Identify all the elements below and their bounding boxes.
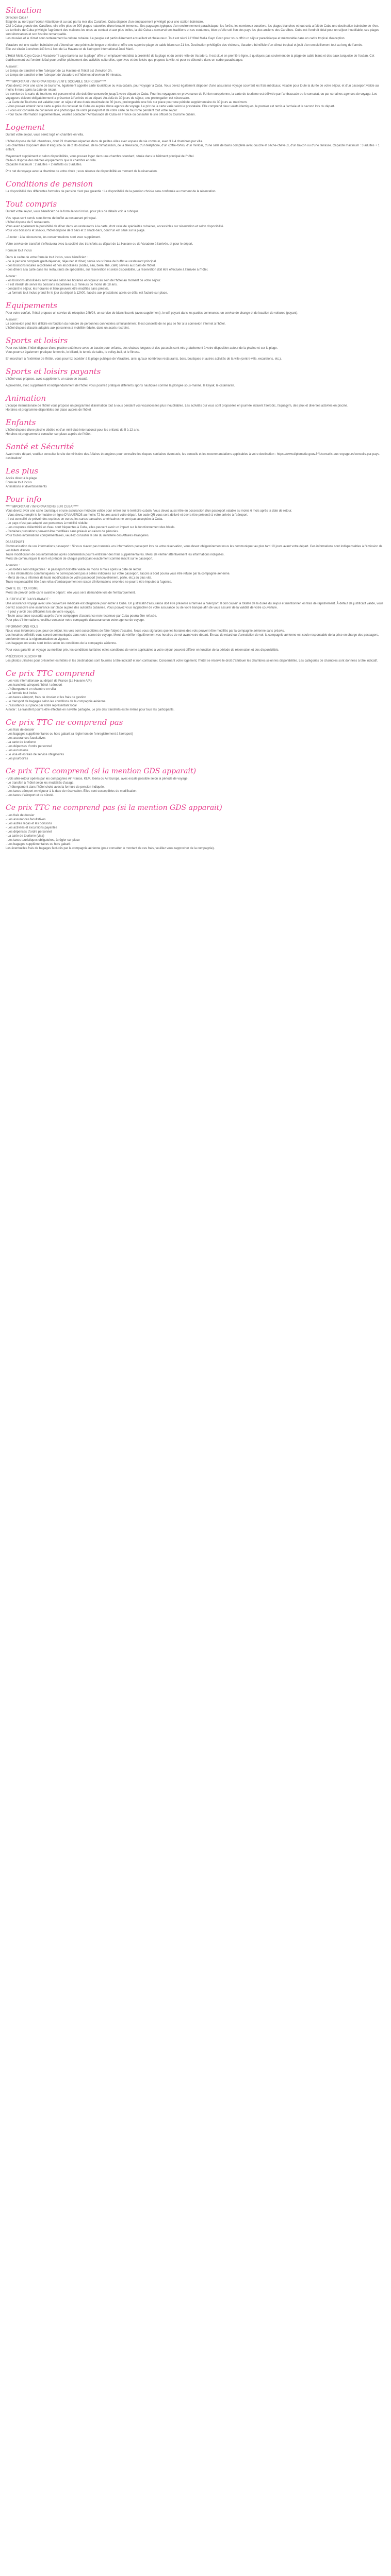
- section-heading: Les plus: [6, 466, 39, 476]
- section-paragraph: - A noter : à la découverte, les consommations sont avec supplément.: [6, 236, 101, 239]
- section-paragraph: JUSTIFICATIF D'ASSURANCE : Une assurance voyage avec une couverture médicale est obligatoire pour entrer à Cuba. Un justificatif d'assurance doit être présenté à l'arrivée à l'aéroport. Il doit couvrir la totalité de la durée du séjour et mentionner les frais de rapatriement. À défaut de justificatif valide, vous devrez souscrire une assurance sur place auprès des autorités cubaines. Vous pouvez vous rapprocher de votre assurance ou de votre banque afin de vous assurer de la validité de votre couverture. - Il peut y avoir des difficultés lors de votre voyage. - Toute assurance souscrite auprès d'une compagnie d'assurance non reconnue par Cuba pourra être refusée. Pour plus d'informations, veuillez contacter votre compagnie d'assurance ou votre agence de voyage.: [6, 598, 383, 622]
- section-paragraph: INFORMATIONS VOLS Nous vous informons que, pour ce séjour, les vols sont susceptibles de faire l'objet d'escales. Nous vous signalons que les horaires des vols peuvent être modifiés par la compagnie aérienne sans préavis. Les horaires définitifs vous seront communiqués dans votre carnet de voyage. Merci de vérifier régulièrement vos horaires de vol avant votre départ. En cas de retard ou d'annulation de vol, la compagnie aérienne est seule responsable de la prise en charge des passagers, conformément à la réglementation en vigueur. Les bagages en soute sont inclus selon les conditions de la compagnie aérienne.: [6, 625, 379, 645]
- section-paragraph: - Vols aller-retour opérés par les compagnies Air France, KLM, Iberia ou Air Europa, avec escale possible selon la période de voyage. - Le transfert à l'hôtel selon les modalités d'usage. - L'hébergement dans l'hôtel choisi avec la formule de pension indiquée. - Les taxes aéroport en vigueur à la date de réservation. Elles sont susceptibles de modification. - Les taxes d'aéroport et de sûreté.: [6, 777, 189, 797]
- section-sante-et-securite: [6, 443, 385, 461]
- section-ce-prix-ttc-ne-comprend-pas-si-la-mention-gds-apparait: [6, 804, 385, 851]
- section-paragraph: *****IMPORTANT / INFORMATIONS SUR CUBA***** Vous devez avoir une carte touristique et une assurance médicale valide pour entrer sur le territoire cubain. Vous devez aussi être en possession d'un passeport valable au moins 6 mois après la date de retour. - Vous devez remplir le formulaire en ligne D'VIAJEROS au moins 72 heures avant votre départ. Un code QR vous sera délivré et devra être présenté à votre arrivée à l'aéroport. - Il est conseillé de prévoir des espèces en euros, les cartes bancaires américaines ne sont pas acceptées à Cuba. - Le pays n'est pas adapté aux personnes à mobilité réduite. - Les coupures d'électricité et d'eau sont fréquentes à Cuba, elles peuvent avoir un impact sur le fonctionnement des hôtels. - Certaines prestations peuvent être modifiées sans préavis en raison de pénuries. Pour toutes informations complémentaires, veuillez consulter le site du ministère des Affaires étrangères.: [6, 505, 292, 537]
- section-paragraph: Pour vous garantir un voyage au meilleur prix, les conditions tarifaires et les conditions de vente applicables à votre séjour peuvent différer en fonction de la période de réservation et des disponibilités.: [6, 649, 280, 652]
- section-heading: Ce prix TTC ne comprend pas: [6, 718, 123, 727]
- section-heading: Sports et loisirs: [6, 336, 68, 345]
- section-paragraph: - Les frais de dossier - Les assurances facultatives - Les autres repas et les boissons - Les activités et excursions payantes - Les dépenses d'ordre personnel - La carte de tourisme (visa) - Les taxes touristiques obligatoires, à régler sur place - Les bagages supplémentaires ou hors gabarit Les éventuelles frais de bagages facturés par la compagnie aérienne (pour consulter le montant de ces frais, veuillez vous rapprocher de la compagnie).: [6, 814, 215, 850]
- section-heading: Ce prix TTC ne comprend pas (si la mention GDS apparait): [6, 804, 222, 812]
- section-paragraph: Vos repas sont servis sous forme de buffet au restaurant principal. L'hôtel dispose de 5 restaurants. Vous avez également la possibilité de dîner dans les restaurants à la carte, dont celui de spécialités cubaines, accessibles sur réservation et selon disponibilité. Pour vos boissons et snacks, l'hôtel dispose de 3 bars et 2 snack-bars, dont l'un est situé sur la plage.: [6, 217, 224, 232]
- section-heading: Animation: [6, 394, 46, 403]
- section-paragraph: A savoir : Le temps de transfert entre l'aéroport de La Havane et l'hôtel est d'environ 3h. Le temps de transfert entre l'aéroport de Varadero et l'hôtel est d'environ 30 minutes.: [6, 65, 122, 77]
- section-les-plus: [6, 467, 385, 489]
- section-paragraph: Formule tout inclus: [6, 249, 32, 252]
- section-paragraph: Moyennant supplément et selon disponibilités, vous pouvez loger dans une chambre standard, située dans le bâtiment principal de l'hôtel. Celle-ci dispose des mêmes équipements que la chambre en villa. Capacité maximum : 2 adultes + 2 enfants ou 3 adultes.: [6, 155, 194, 166]
- section-animation: [6, 394, 385, 412]
- section-paragraph: Votre service de transfert s'effectuera avec la société des transferts au départ de La Havane ou de Varadero à l'arrivée, et pour le départ.: [6, 243, 193, 246]
- section-paragraph: En marchant à l'extérieur de l'hôtel, vous pourrez accéder à la plage publique de Varadero, ainsi qu'aux nombreux restaurants, bars, boutiques et autres activités de la ville (centre-ville, excursions, etc.).: [6, 358, 282, 361]
- section-paragraph: L'hôtel vous propose, avec supplément, un salon de beauté.: [6, 378, 88, 381]
- section-paragraph: A savoir : La connexion peut être difficile en fonction du nombre de personnes connectées simultanément. Il est conseillé de ne pas se fier à la connexion internet à l'hôtel. L'hôtel dispose d'accès adaptés aux personnes à mobilité réduite, dans un accès restreint.: [6, 318, 226, 330]
- section-heading: Enfants: [6, 418, 36, 427]
- section-heading: Conditions de pension: [6, 179, 93, 189]
- section-paragraph: Durant votre séjour, vous serez logé en chambre en villa.: [6, 133, 84, 137]
- section-heading: Ce prix TTC comprend: [6, 669, 95, 678]
- section-paragraph: - Les vols internationaux au départ de France (La Havane A/R) - Les transferts aéroport / hôtel / aéroport - L'hébergement en chambre en villa - La formule tout inclus - Les taxes aéroport, frais de dossier et les frais de gestion - Le transport de bagages selon les conditions de la compagnie aérienne - L'assistance sur place par notre représentant local A noter : Le transfert pourra être effectué en navette partagée. Le prix des transferts est le même pour tous les participants.: [6, 680, 175, 711]
- section-heading: Sports et loisirs payants: [6, 367, 101, 376]
- section-heading: Logement: [6, 123, 45, 132]
- section-paragraph: Avant votre départ, veuillez consulter le site du ministère des Affaires étrangères pour connaître les risques sanitaires éventuels, les conseils et les recommandations applicables à votre destination : https://www.diplomatie.gouv.fr/fr/conseils-aux-voyageurs/conseils-par-pays-destination/: [6, 453, 380, 460]
- section-paragraph: CARTE DE TOURISME Merci de prévoir cette carte avant le départ : elle vous sera demandée lors de l'embarquement.: [6, 587, 136, 595]
- section-paragraph: Prix net du voyage avec la chambre de votre choix ; sous réserve de disponibilité au moment de la réservation.: [6, 170, 158, 173]
- section-heading: Tout compris: [6, 199, 57, 209]
- section-paragraph: Direction Cuba / Baignée au nord par l'océan Atlantique et au sud par la mer des Caraïbes, Cuba dispose d'un emplacement privilégié pour une station balnéaire. Ciel à Cuba gronde des Caraïbes, elle offre plus de 300 plages naturelles d'une beauté immense. Ses paysages typiques d'un environnement paradisiaque, les forêts, les nombreux cocotiers, les plages blanches et tout cela a fait de Cuba une destination balnéaire de rêve. Le territoire de Cuba privilégie l'agrément des maisons les unes au contact et aux plus belles, la cité Cuba a conservé ses traditions et ses coutumes, bien qu'elle soit l'un des pays les plus anciens des Caraïbes. Cuba est l'endroit idéal pour un séjour inoubliable, ses plages sont étonnantes et son histoire remarquable. Les musées et le climat sont certainement la culture cubaine. Le peuple est particulièrement accueillant et chaleureux. Tout est réuni à l'Hôtel Melia Cayo Coco pour vous offrir un séjour paradisiaque et mémorable dans un cadre tropical d'exception.: [6, 16, 379, 40]
- section-paragraph: L'équipe internationale de l'hôtel vous propose un programme d'animation tout à vous pendant vos vacances les plus inoubliables. Les activités qui vous sont proposées en journée incluent l'aérobic, l'aquagym, des jeux et diverses activités en piscine. Horaires et programme disponibles sur place auprès de l'hôtel.: [6, 404, 348, 412]
- section-paragraph: La disponibilité des différentes formules de pension n'est pas garantie : La disponibilité de la pension choisie sera confirmée au moment de la réservation.: [6, 190, 217, 193]
- section-logement: [6, 123, 385, 174]
- section-paragraph: L'hôtel dispose de 341 chambres, dont 23 chambres réparties dans de petites villas avec espace de vie commun, avec 3 à 4 chambres par villa. Les chambres disposent d'un lit king size ou de 2 lits doubles, de la climatisation, de la télévision, d'un téléphone, d'un coffre-fortes, d'un minibar, d'une salle de bains complète avec douche et sèche-cheveux, d'un balcon ou d'une terrasse. Capacité maximum : 3 adultes + 1 enfant.: [6, 140, 380, 151]
- section-paragraph: A noter : - les boissons alcoolisées sont servies selon les horaires en vigueur au sein de l'hôtel au moment de votre séjour. - Il est interdit de servir les boissons alcoolisées aux mineurs de moins de 18 ans. - pendant le séjour, les horaires et lieux peuvent être modifiés sans préavis. - La formule tout inclus prend fin le jour du départ à 12h00, l'accès aux prestations après ce délai est facturé sur place.: [6, 275, 168, 295]
- section-paragraph: Pour vos loisirs, l'hôtel dispose d'une piscine extérieure avec un bassin pour enfants, des chaises longues et des parasols sont mis gratuitement à votre disposition autour de la piscine et sur la plage. Vous pourrez également pratiquer le tennis, le billard, le tennis de table, le volley-ball, et le fitness.: [6, 347, 278, 354]
- section-paragraph: A proximité, avec supplément et indépendamment de l'hôtel, vous pourrez pratiquer différents sports nautiques comme la plongée sous-marine, le kayak, le catamaran.: [6, 384, 235, 387]
- section-heading: Santé et Sécurité: [6, 442, 74, 451]
- section-paragraph: PRÉCISION DESCRIPTIF Les photos utilisées pour présenter les hôtels et les destinations sont fournies à titre indicatif et non contractuel. Concernant votre logement, l'hôtel se réserve le droit d'attribuer les chambres selon les disponibilités. Les catégories de chambres sont données à titre indicatif.: [6, 655, 378, 663]
- product-description: [0, 6, 391, 863]
- section-equipements: [6, 301, 385, 330]
- section-pour-info: [6, 495, 385, 663]
- section-tout-compris: [6, 200, 385, 295]
- section-paragraph: Durant votre séjour, vous bénéficiez de la formule tout inclus, pour plus de détails voir la rubrique.: [6, 210, 139, 213]
- section-sports-et-loisirs-payants: [6, 367, 385, 388]
- section-heading: Pour info: [6, 495, 42, 504]
- section-heading: Ce prix TTC comprend (si la mention GDS apparait): [6, 767, 197, 775]
- section-paragraph: L'hôtel dispose d'une piscine dédiée et d'un mini-club international pour les enfants de 5 à 12 ans. Horaires et programme à consulter sur place auprès de l'hôtel.: [6, 429, 140, 436]
- section-ce-prix-ttc-comprend: [6, 669, 385, 712]
- section-ce-prix-ttc-comprend-si-la-mention-gds-apparait: [6, 767, 385, 798]
- section-paragraph: PASSEPORT Communication de vos informations passeport : Si vous n'avez pas transmis vos informations passeport lors de votre réservation, vous devez obligatoirement nous les communiquer au plus tard 10 jours avant votre départ. Ces informations sont indispensables à l'émission de vos billets d'avion. Toute modification de ces informations après confirmation pourra entraîner des frais supplémentaires. Merci de vérifier attentivement les informations indiquées. Merci de communiquer le nom et prénom de chaque participant exactement comme inscrit sur le passeport.: [6, 541, 383, 561]
- section-heading: Equipements: [6, 301, 57, 310]
- section-conditions-de-pension: [6, 180, 385, 194]
- section-paragraph: - Les frais de dossier - Les bagages supplémentaires ou hors gabarit (à régler lors de l'enregistrement à l'aéroport) - Les assurances facultatives - La carte de tourisme - Les dépenses d'ordre personnel - Les excursions - Le visa et les frais de service obligatoires - Les pourboires: [6, 728, 133, 760]
- section-sports-et-loisirs: [6, 336, 385, 361]
- section-paragraph: Dans le cadre de votre formule tout inclus, vous bénéficiez : - de la pension complète (petit-déjeuner, déjeuner et dîner) servie sous forme de buffet au restaurant principal. - des boissons locales alcoolisées et non alcoolisées (sodas, eau, bière, thé, café) servies aux bars de l'hôtel. - des dîners à la carte dans les restaurants de spécialités, sur réservation et selon disponibilité. La réservation doit être effectuée à l'arrivée à l'hôtel.: [6, 256, 208, 272]
- section-paragraph: *****IMPORTANT / INFORMATIONS VENTE SOCIABLE SUR CUBA***** Vous devez avoir une carte de tourisme, également appelée carte touristique ou visa cubain, pour voyager à Cuba. Vous devez également disposer d'une assurance voyage couvrant les frais médicaux, valable pour toute la durée de votre séjour, et d'un passeport valide au moins 6 mois après la date de retour. Le service de la carte de tourisme est personnel et elle doit être conservée jusqu'à votre départ de Cuba. Pour les voyageurs en provenance de l'Union européenne, la carte de tourisme est délivrée par l'ambassade ou le consulat, ou par certaines agences de voyage. Les voyageurs doivent obligatoirement la présenter à l'arrivée et au départ. Au-delà de 30 jours de séjour, une prolongation est nécessaire. - La Carte de Tourisme est valable pour un séjour d'une durée maximale de 30 jours, prolongeable une fois sur place pour une période supplémentaire de 30 jours au maximum. - Vous pouvez obtenir cette carte auprès du consulat de Cuba ou auprès d'une agence de voyage. Le prix de la carte varie selon le prestataire. Elle comprend deux volets identiques, le premier est remis à l'arrivée et le second lors du départ. - Il vous est conseillé de conserver une photocopie de votre passeport et de votre carte de tourisme pendant tout votre séjour. - Pour toute information supplémentaire, veuillez contacter l'Ambassade de Cuba en France ou consulter le site officiel du tourisme cubain.: [6, 80, 379, 116]
- section-paragraph: Varadero est une station balnéaire qui s'étend sur une péninsule longue et étroite et offre une superbe plage de sable blanc sur 21 km. Destination privilégiée des visiteurs, Varadero bénéficie d'un climat tropical et jouit d'un ensoleillement tout au long de l'année. Elle est située à environ 140 km à l'est de La Havane et de l'aéroport international José Martí.: [6, 44, 364, 51]
- section-ce-prix-ttc-ne-comprend-pas: [6, 718, 385, 761]
- section-paragraph: Pour votre confort, l'hôtel propose un service de réception 24h/24, un service de blanchisserie (avec supplément), le wifi payant dans les parties communes, un service de change et de location de voitures (payant).: [6, 312, 299, 315]
- section-paragraph: Accès direct à la plage Formule tout inclus Animations et divertissements: [6, 477, 47, 488]
- section-situation: [6, 6, 385, 117]
- section-enfants: [6, 418, 385, 436]
- section-paragraph: L'Hôtel Melia Cayo Coco à Varadero "Il cayo barrena sur la plage" offre un emplacement idéal à proximité de la plage et du centre-ville de Varadero. Il est situé en première ligne, à quelques pas seulement de la plage de sable blanc et des eaux turquoise de l'océan. Cet établissement est l'endroit idéal pour profiter pleinement des activités culturelles, sportives et des loisirs que propose la ville, et pour se détendre dans un cadre paradisiaque.: [6, 55, 374, 62]
- section-paragraph: Attention : - Les bébés sont obligatoires : le passeport doit être valide au moins 6 mois après la date de retour. - Si les informations communiquées ne correspondent pas à celles indiquées sur votre passeport, l'accès à bord pourra vous être refusé par la compagnie aérienne. - Merci de nous informer de toute modification de votre passeport (renouvellement, perte, etc.) au plus vite. Toute responsabilité liée à un refus d'embarquement en raison d'informations erronées ne pourra être imputée à l'agence.: [6, 564, 231, 584]
- section-heading: Situation: [6, 6, 42, 15]
